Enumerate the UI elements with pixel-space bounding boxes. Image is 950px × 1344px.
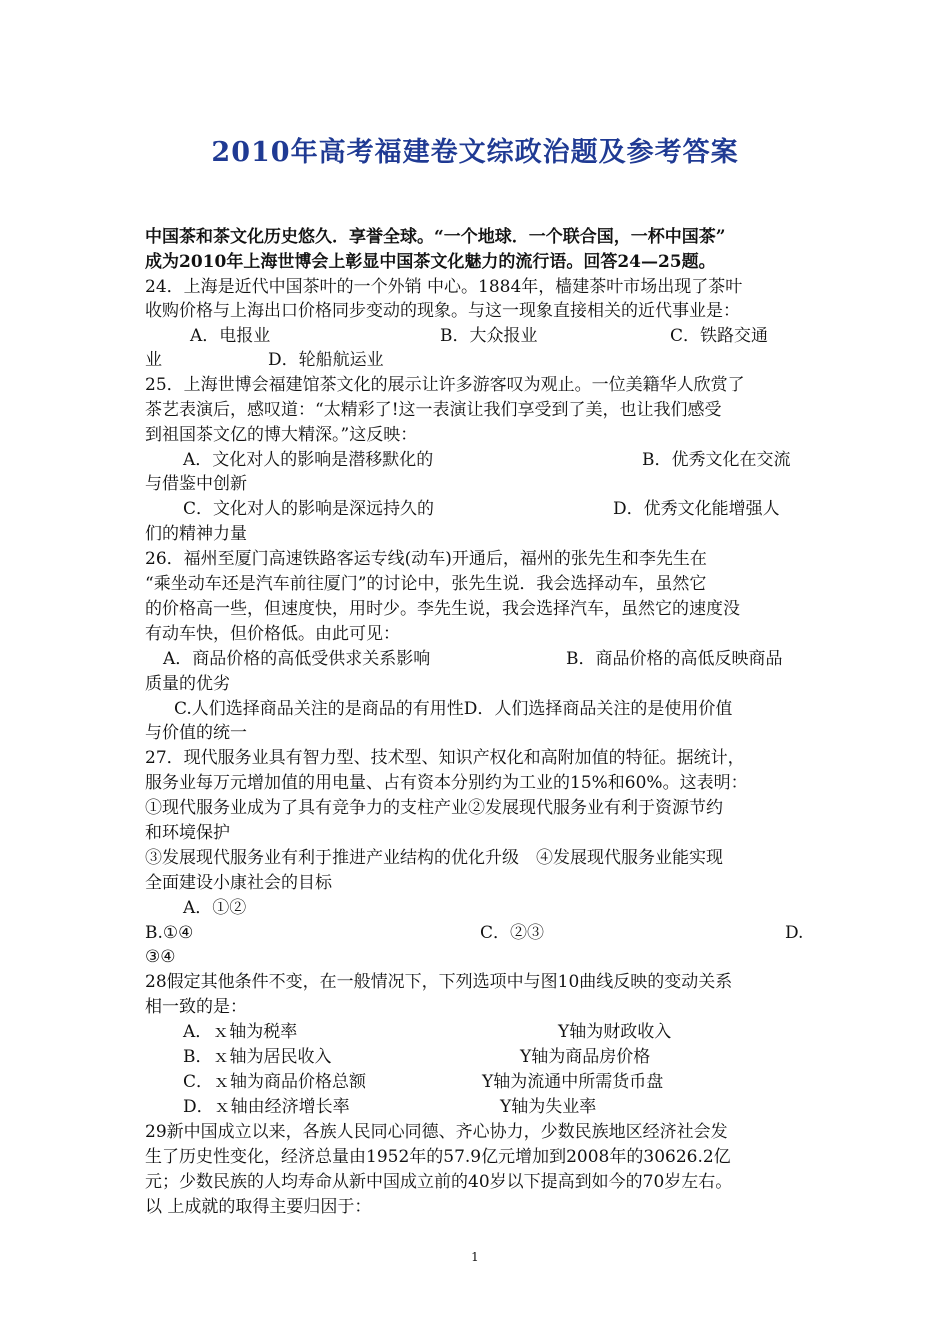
option-b: B.①④ bbox=[145, 923, 194, 943]
page-title: 2010年高考福建卷文综政治题及参考答案 bbox=[211, 137, 739, 168]
intro-line: 中国茶和茶文化历史悠久．享誉全球。“一个地球．一个联合国，一杯中国茶” bbox=[145, 227, 726, 247]
question-text: 28假定其他条件不变，在一般情况下，下列选项中与图10曲线反映的变动关系 bbox=[145, 972, 733, 992]
question-text: 全面建设小康社会的目标 bbox=[145, 873, 332, 893]
option-x: A．ｘ轴为税率 bbox=[183, 1022, 298, 1042]
option-b: B．大众报业 bbox=[440, 326, 538, 346]
question-text: 元；少数民族的人均寿命从新中国成立前的40岁以下提高到如今的70岁左右。 bbox=[145, 1172, 733, 1192]
intro-line: 成为2010年上海世博会上彰显中国茶文化魅力的流行语。回答24—25题。 bbox=[145, 252, 716, 272]
question-text: 收购价格与上海出口价格同步变动的现象。与这一现象直接相关的近代事业是： bbox=[145, 301, 740, 321]
option-y: Y轴为财政收入 bbox=[558, 1022, 672, 1042]
question-text: 茶艺表演后，感叹道：“太精彩了!这一表演让我们享受到了美，也让我们感受 bbox=[145, 400, 722, 420]
option-a: A．商品价格的高低受供求关系影响 bbox=[163, 649, 431, 669]
question-text: 的价格高一些，但速度快，用时少。李先生说，我会选择汽车，虽然它的速度没 bbox=[145, 599, 740, 619]
question-text: 到祖国茶文亿的博大精深。”这反映： bbox=[145, 425, 418, 445]
question-text: ③发展现代服务业有利于推进产业结构的优化升级 ④发展现代服务业能实现 bbox=[145, 848, 723, 868]
option-c: C．②③ bbox=[480, 923, 545, 943]
question-text: 29新中国成立以来，各族人民同心同德、齐心协力，少数民族地区经济社会发 bbox=[145, 1122, 728, 1142]
option-d-cont: ③④ bbox=[145, 947, 176, 967]
question-text: 和环境保护 bbox=[145, 823, 230, 843]
option-x: B．ｘ轴为居民收入 bbox=[183, 1047, 332, 1067]
question-text: 以 上成就的取得主要归因于： bbox=[145, 1197, 372, 1217]
question-text: 26．福州至厦门高速铁路客运专线(动车)开通后，福州的张先生和李先生在 bbox=[145, 549, 707, 569]
option-y: Y轴为失业率 bbox=[500, 1097, 597, 1117]
option-c: C．文化对人的影响是深远持久的 bbox=[183, 499, 435, 519]
question-text: 27．现代服务业具有智力型、技术型、知识产权化和高附加值的特征。据统计， bbox=[145, 748, 745, 768]
option-d: D．轮船航运业 bbox=[268, 350, 384, 370]
option-a: A．①② bbox=[183, 898, 247, 918]
option-y: Y轴为流通中所需货币盘 bbox=[482, 1072, 664, 1092]
option-c: C．铁路交通 bbox=[670, 326, 769, 346]
option-x: C．ｘ轴为商品价格总额 bbox=[183, 1072, 367, 1092]
option-d: D．优秀文化能增强人 bbox=[613, 499, 780, 519]
option-b: B．优秀文化在交流 bbox=[642, 450, 791, 470]
option-cd-cont: 与价值的统一 bbox=[145, 723, 247, 743]
option-c-cont: 业 bbox=[145, 350, 162, 370]
option-b-cont: 与借鉴中创新 bbox=[145, 474, 247, 494]
option-b-cont: 质量的优劣 bbox=[145, 674, 230, 694]
question-text: 24．上海是近代中国茶叶的一个外销 中心。1884年，樯建茶叶市场出现了茶叶 bbox=[145, 277, 743, 297]
question-text: 25．上海世博会福建馆茶文化的展示让许多游客叹为观止。一位美籍华人欣赏了 bbox=[145, 375, 745, 395]
option-a: A．电报业 bbox=[190, 326, 271, 346]
question-text: 相一致的是： bbox=[145, 997, 247, 1017]
question-text: 服务业每万元增加值的用电量、占有资本分别约为工业的15%和60%。这表明： bbox=[145, 773, 748, 793]
option-x: D．ｘ轴由经济增长率 bbox=[183, 1097, 350, 1117]
option-a: A．文化对人的影响是潜移默化的 bbox=[183, 450, 434, 470]
option-d: D. bbox=[785, 923, 804, 943]
option-cd: C.人们选择商品关注的是商品的有用性D．人们选择商品关注的是使用价值 bbox=[174, 699, 733, 719]
question-text: ①现代服务业成为了具有竞争力的支柱产业②发展现代服务业有利于资源节约 bbox=[145, 798, 723, 818]
option-y: Y轴为商品房价格 bbox=[520, 1047, 651, 1067]
question-text: “乘坐动车还是汽车前往厦门”的讨论中，张先生说．我会选择动车，虽然它 bbox=[145, 574, 707, 594]
question-text: 生了历史性变化，经济总量由1952年的57.9亿元增加到2008年的30626.2亿 bbox=[145, 1147, 731, 1167]
question-text: 有动车快，但价格低。由此可见： bbox=[145, 624, 400, 644]
option-d-cont: 们的精神力量 bbox=[145, 524, 247, 544]
page-number: 1 bbox=[471, 1250, 479, 1264]
option-b: B．商品价格的高低反映商品 bbox=[566, 649, 783, 669]
